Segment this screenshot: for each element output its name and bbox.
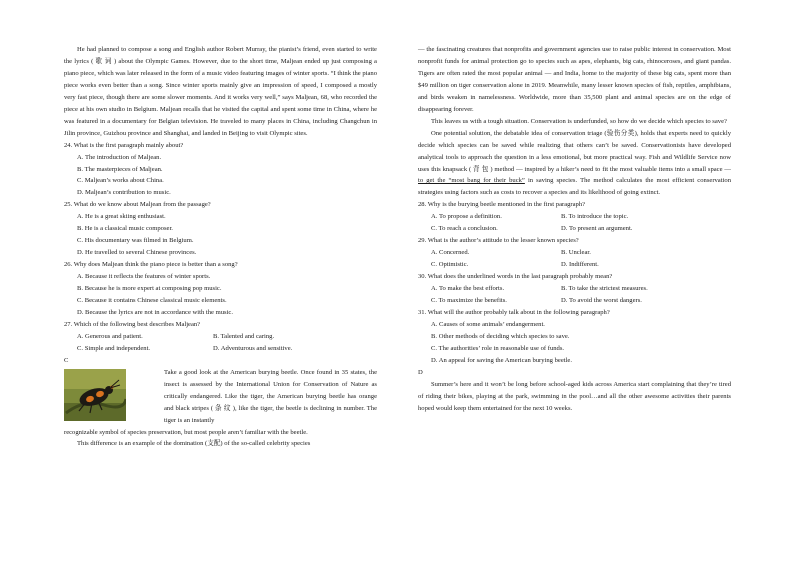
right-column <box>418 44 731 415</box>
option-26b: B. Because he is more expert at composing pop music. <box>77 285 222 293</box>
option-27c: C. Simple and independent. <box>77 344 151 352</box>
passage-triage-paragraph <box>418 128 731 200</box>
question-30: 30. What does the underlined words in the last paragraph probably mean? <box>418 273 613 281</box>
burying-beetle-photo <box>64 369 126 421</box>
option-28d: D. To present an argument. <box>561 225 633 233</box>
beetle-block <box>64 367 377 427</box>
options-29-row2 <box>418 259 731 271</box>
option-29a: A. Concerned. <box>431 249 470 257</box>
option-30b: B. To take the strictest measures. <box>561 285 648 293</box>
option-25c: C. His documentary was filmed in Belgium. <box>77 237 194 245</box>
question-28: 28. Why is the burying beetle mentioned in the first paragraph? <box>418 201 586 209</box>
option-27a: A. Generous and patient. <box>77 332 143 340</box>
options-28-row2 <box>418 223 731 235</box>
option-30a: A. To make the best efforts. <box>431 285 505 293</box>
option-26a: A. Because it reflects the features of winter sports. <box>77 273 211 281</box>
option-24c: C. Maljean’s works about China. <box>77 177 164 185</box>
underlined-phrase: to get the “most bang for their buck” <box>418 177 525 185</box>
question-31: 31. What will the author probably talk about in the following paragraph? <box>418 308 610 316</box>
options-30-row1 <box>418 283 731 295</box>
option-24d: D. Maljean’s contribution to music. <box>77 189 171 197</box>
option-26c: C. Because it contains Chinese classical music elements. <box>77 297 227 305</box>
options-27-row1 <box>64 331 377 343</box>
option-30c: C. To maximize the benefits. <box>431 297 507 305</box>
passage-beetle-paragraph: Take a good look at the American burying beetle. Once found in 35 states, the insect is assessed by the International Union for Conservation of Nature as critically endangered. Like the tiger, the American burying beetle has orange and black stripes ( 条 纹 ), like the tiger, the beetle is declining in number. The tiger is an instantly <box>164 368 377 424</box>
passage-dominance-paragraph: This difference is an example of the domination (支配) of the so-called celebrity species <box>77 440 311 448</box>
option-29b: B. Unclear. <box>561 249 591 257</box>
option-25a: A. He is a great skiing enthusiast. <box>77 213 166 221</box>
question-25: 25. What do we know about Maljean from the passage? <box>64 201 211 209</box>
question-29: 29. What is the author’s attitude to the lesser known species? <box>418 237 579 245</box>
option-31c: C. The authorities’ role in reasonable use of funds. <box>431 344 565 352</box>
option-24b: B. The masterpieces of Maljean. <box>77 165 163 173</box>
options-30-row2 <box>418 295 731 307</box>
option-25b: B. He is a classical music composer. <box>77 225 173 233</box>
options-28-row1 <box>418 211 731 223</box>
passage-tough-paragraph: This leaves us with a tough situation. Conservation is underfunded, so how do we decide which species to save? <box>431 117 727 125</box>
option-29c: C. Optimistic. <box>431 261 469 269</box>
option-29d: D. Indifferent. <box>561 261 599 269</box>
option-28b: B. To introduce the topic. <box>561 213 629 221</box>
option-27d: D. Adventurous and sensitive. <box>213 344 293 352</box>
passage-paragraph: He had planned to compose a song and English author Robert Murray, the pianist’s friend, even started to write the lyrics ( 歌 词 ) about the Olympic Games. However, due to the short time, Maljean ended up just composing a piano piece, which was later released in the form of a music video featuring images of winter sports. “I think the piano piece works even better than a song. Since winter sports mainly give an impression of speed, I composed a mostly very fast piece, though there are some slower moments. And it works very well,” says Maljean, 68, who recorded the piece at his own studio in Belgium. Maljean recalls that he visited the capital and spent some time in China, where he was featured in a documentary for Belgian television. He traveled to many places in China, including Changchun in Jilin province, Guizhou province and Shanghai, and landed in Beijing to visit Olympic sites. <box>64 46 377 137</box>
passage-summer-paragraph: Summer’s here and it won’t be long before school-aged kids across America start complaining that they’re tired of riding their bikes, playing at the park, swimming in the pool…and all the other awesome activities their parents hoped would keep them entertained for the next 10 weeks. <box>418 380 731 412</box>
option-28a: A. To propose a definition. <box>431 213 502 221</box>
option-28c: C. To reach a conclusion. <box>431 225 498 233</box>
question-27: 27. Which of the following best describes Maljean? <box>64 320 201 328</box>
option-24a: A. The introduction of Maljean. <box>77 153 162 161</box>
option-27b: B. Talented and caring. <box>213 332 275 340</box>
section-d-heading: D <box>418 368 423 376</box>
option-25d: D. He travelled to several Chinese provinces. <box>77 249 197 257</box>
left-column <box>64 44 377 450</box>
triage-text-2: in saving species. The method calculates the most efficient conservation strategies using factors such as costs to recover a species and its likelihood of going extinct. <box>418 177 731 197</box>
option-31d: D. An appeal for saving the American burying beetle. <box>431 356 572 364</box>
option-31a: A. Causes of some animals’ endangerment. <box>431 320 545 328</box>
passage-celebrity-paragraph: — the fascinating creatures that nonprofits and government agencies use to raise public interest in conservation. Most nonprofit funds for animal protection go to species such as apes, elephants, big cats, rhinoceroses, and giant pandas. Tigers are often rated the most popular animal — and India, home to the majority of these big cats, spent more than $49 million on tiger conservation alone in 2019. Meanwhile, many lesser known species of fish, reptiles, amphibians, and birds weaken in namelessness. Worldwide, more than 35,500 plant and animal species are on the edge of disappearing forever. <box>418 46 731 113</box>
options-27-row2 <box>64 343 377 355</box>
question-26: 26. Why does Maljean think the piano piece is better than a song? <box>64 261 238 269</box>
section-c-heading: C <box>64 356 69 364</box>
option-31b: B. Other methods of deciding which species to save. <box>431 332 570 340</box>
question-24: 24. What is the first paragraph mainly about? <box>64 141 184 149</box>
option-26d: D. Because the lyrics are not in accordance with the music. <box>77 308 233 316</box>
triage-text-1: One potential solution, the debatable idea of conservation triage (验伤分类), holds that experts need to quickly decide which species can be saved while realizing that others can’t be saved. Conservationists have developed analytical tools to approach the question in a less emotional, but more practical way. Fish and Wildlife Service now uses this knapsack ( 背 包 ) method — inspired by a hiker’s need to fit the most valuable items into a small space — <box>418 129 731 173</box>
option-30d: D. To avoid the worst dangers. <box>561 297 642 305</box>
passage-beetle-paragraph-end: recognizable symbol of species preservation, but most people aren’t familiar with the beetle. <box>64 428 308 436</box>
options-29-row1 <box>418 247 731 259</box>
